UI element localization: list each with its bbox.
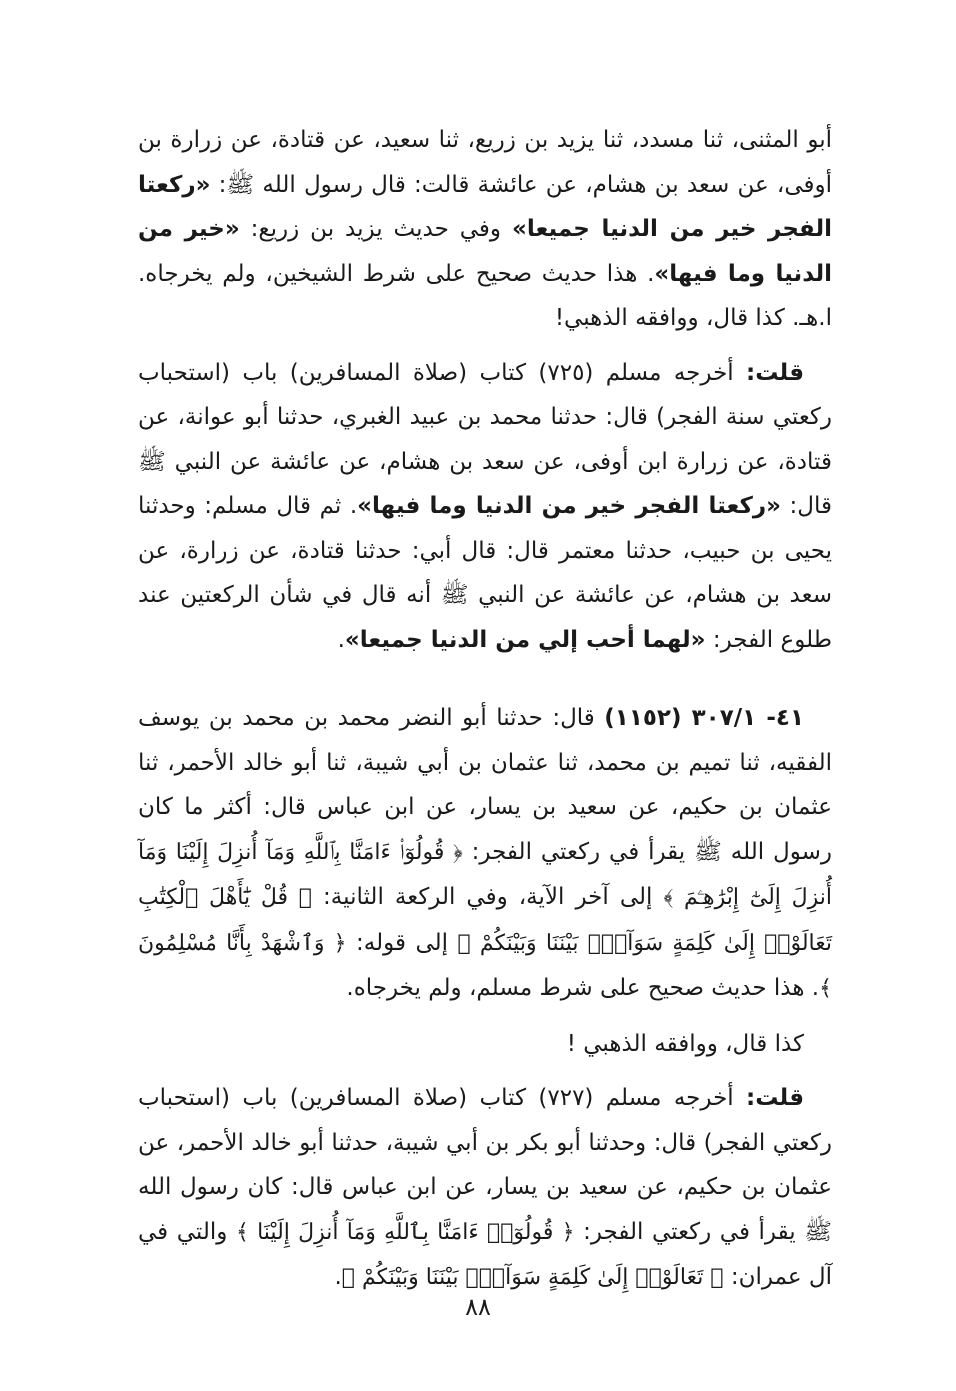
emphasized-text: «خير من الدنيا وما فيها» [138,216,832,287]
body-text: . [334,1264,342,1290]
body-text: قال: حدثنا أبو النضر محمد بن محمد بن يوسف الفقيه، ثنا تميم بن محمد، ثنا عثمان بن أبي شيبة، ثنا أبو خالد الأحمر، ثنا عثمان بن حكيم، عن سعيد بن يسار، عن ابن عباس قال: أكثر ما كان رسول الله ﷺ يقرأ في ركعتي الفجر: [138,705,833,865]
emphasized-text: قلت: [746,359,805,386]
quran-verse: ﴿ تَعَالَوْا۟ إِلَىٰ كَلِمَةٍ سَوَآءٍۭ بَيْنَنَا وَبَيْنَكُمْ ﴾ [341,1265,724,1290]
body-text: كذا قال، ووافقه الذهبي ! [566,1030,804,1057]
body-text: . هذا حديث صحيح على شرط مسلم، ولم يخرجاه. [346,975,820,1001]
quran-verse: ﴿ وَٱشْهَدْ بِأَنَّا مُسْلِمُونَ ﴾ [138,930,832,1001]
body-text: . ثم قال مسلم: وحدثنا يحيى بن حبيب، حدثنا معتمر قال: قال أبي: حدثنا قتادة، عن زرارة، عن سعد بن هشام، عن عائشة عن النبي ﷺ أنه قال في شأن الركعتين عند طلوع الفجر: [138,493,832,653]
body-text: والتي في آل عمران: [138,1218,832,1290]
dhahabi-note-paragraph [138,1022,832,1067]
quran-verse: ﴿ قُلْ يَٰٓأَهْلَ ٱلْكِتَٰبِ تَعَالَوْا۟ إِلَىٰ كَلِمَةٍ سَوَآءٍۭ بَيْنَنَا وَبَيْنَكُمْ ﴾ [138,885,833,956]
hadith-continuation-paragraph [138,118,832,341]
body-text: أبو المثنى، ثنا مسدد، ثنا يزيد بن زريع، ثنا سعيد، عن قتادة، عن زرارة بن أوفى، عن سعد بن هشام، عن عائشة قالت: قال رسول الله ﷺ: [138,127,832,198]
emphasized-text: ٤١- ٣٠٧/١ (١١٥٢) [604,705,804,731]
body-text: إلى قوله: [346,929,458,956]
emphasized-text: «لهما أحب إلي من الدنيا جميعا» [344,626,706,653]
body-text: إلى آخر الآية، وفي الركعة الثانية: [312,884,664,910]
quran-verse: ﴿ قُولُوٓا۟ ءَامَنَّا بِٱللَّهِ وَمَآ أُنزِلَ إِلَيْنَا وَمَآ أُنزِلَ إِلَىٰٓ إِبْرَٰهِـۧمَ ﴾ [138,839,832,910]
body-text: . [337,626,345,653]
commentary-paragraph-1 [138,351,832,663]
body-text: وفي حديث يزيد بن زريع: [239,216,512,242]
page-number: ٨٨ [465,1293,491,1321]
body-text: . هذا حديث صحيح على شرط الشيخين، ولم يخرجاه. ا.هـ. كذا قال، ووافقه الذهبي! [138,260,832,331]
quran-verse: ﴿ قُولُوٓا۟ ءَامَنَّا بِٱللَّهِ وَمَآ أُنزِلَ إِلَيْنَا ﴾ [235,1219,575,1245]
hadith-41-paragraph [138,696,832,1012]
emphasized-text: قلت: [746,1085,805,1111]
body-text: أخرجه مسلم (٧٢٧) كتاب (صلاة المسافرين) باب (استحباب ركعتي الفجر) قال: وحدثنا أبو بكر بن أبي شيبة، حدثنا أبو خالد الأحمر، عن عثمان بن حكيم، عن سعيد بن يسار، عن ابن عباس قال: كان رسول الله ﷺ يقرأ في ركعتي الفجر: [138,1085,833,1245]
emphasized-text: «ركعتا الفجر خير من الدنيا جميعا» [138,171,832,242]
emphasized-text: «ركعتا الفجر خير من الدنيا وما فيها» [357,493,781,519]
body-text: أخرجه مسلم (٧٢٥) كتاب (صلاة المسافرين) باب (استحباب ركعتي سنة الفجر) قال: حدثنا محمد بن عبيد الغبري، حدثنا أبو عوانة، عن قتادة، عن زرارة ابن أوفى، عن سعد بن هشام، عن عائشة عن النبي ﷺ قال: [138,359,833,519]
page-body [138,118,832,1301]
commentary-paragraph-2 [138,1076,832,1301]
